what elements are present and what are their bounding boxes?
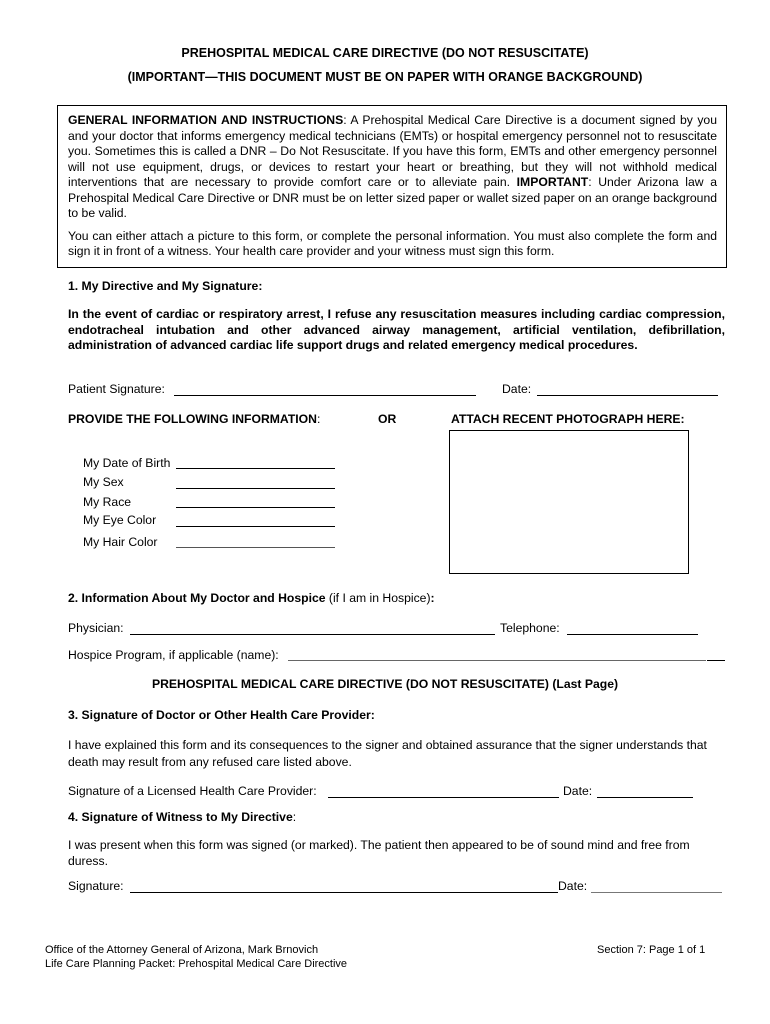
birth-date-line[interactable] (176, 468, 335, 469)
document-subtitle: (IMPORTANT—THIS DOCUMENT MUST BE ON PAPER WITH ORANGE BACKGROUND) (127, 70, 643, 84)
eye-color-line[interactable] (176, 526, 335, 527)
field-label-birth-date: My Date of Birth (83, 456, 171, 470)
section2-heading: 2. Information About My Doctor and Hospice (if I am in Hospice): (68, 591, 435, 605)
photo-box[interactable] (449, 430, 689, 574)
provider-date-label: Date: (563, 784, 593, 798)
document-title: PREHOSPITAL MEDICAL CARE DIRECTIVE (DO NOT RESUSCITATE) (181, 46, 589, 60)
field-label-sex: My Sex (83, 475, 124, 489)
hair-color-line[interactable] (176, 547, 335, 548)
witness-signature-line[interactable] (130, 892, 558, 893)
witness-signature-label: Signature: (68, 879, 124, 893)
hospice-label: Hospice Program, if applicable (name): (68, 648, 279, 662)
section3-heading: 3. Signature of Doctor or Other Health Care Provider: (68, 708, 375, 722)
patient-signature-label: Patient Signature: (68, 382, 165, 396)
section4-text: I was present when this form was signed (or marked). The patient then appeared to be of sound mind and free from duress. (68, 838, 690, 868)
race-line[interactable] (176, 507, 335, 508)
directive-statement: In the event of cardiac or respiratory arrest, I refuse any resuscitation measures including cardiac compression, endotracheal intubation and other advanced airway management, artificial ventilation, defibrillation, administration of advanced cardiac life support drugs and related emergency medical procedures. (68, 307, 725, 352)
last-page-title: PREHOSPITAL MEDICAL CARE DIRECTIVE (DO NOT RESUSCITATE) (Last Page) (151, 677, 619, 691)
provide-info-heading: PROVIDE THE FOLLOWING INFORMATION: (68, 412, 321, 426)
provider-date-line[interactable] (597, 797, 693, 798)
footer-page-number: Section 7: Page 1 of 1 (597, 944, 706, 956)
instructions-text: : A Prehospital Medical Care Directive is a document signed by you and your doctor that informs emergency medical technicians (EMTs) or hospital emergency personnel not to resuscitate you. Sometimes this is called a DNR – Do Not Resuscitate. If you have this form, EMTs and other emergency personnel will not use equipment, drugs, or devices to restart your heart or breathing, but they will not withhold medical interventions that are necessary to provide comfort care or to alleviate pain. (68, 113, 717, 189)
hospice-line[interactable] (288, 660, 706, 661)
instructions-paragraph-2: You can either attach a picture to this form, or complete the personal information. You must also complete the form and sign it in front of a witness. Your health care provider and your witness must sign this form. (68, 228, 717, 258)
field-label-race: My Race (83, 495, 132, 509)
footer-packet: Life Care Planning Packet: Prehospital Medical Care Directive (45, 958, 348, 970)
field-label-hair-color: My Hair Color (83, 535, 158, 549)
hospice-line-end (707, 660, 725, 661)
instructions-tail: : Under Arizona law a Prehospital Medical Care Directive or DNR must be on letter sized paper or wallet sized paper on an orange background to be valid. (68, 175, 717, 220)
section3-text: I have explained this form and its consequences to the signer and obtained assurance that the signer understands that death may result from any refused care listed above. (68, 738, 707, 769)
patient-date-label: Date: (502, 382, 532, 396)
witness-date-line[interactable] (591, 892, 722, 893)
physician-label: Physician: (68, 621, 124, 635)
telephone-label: Telephone: (500, 621, 560, 635)
physician-line[interactable] (130, 634, 495, 635)
sex-line[interactable] (176, 488, 335, 489)
instructions-heading: GENERAL INFORMATION AND INSTRUCTIONS (68, 113, 344, 127)
telephone-line[interactable] (567, 634, 698, 635)
instructions-box (57, 105, 727, 268)
provider-signature-line[interactable] (328, 797, 559, 798)
attach-photo-label: ATTACH RECENT PHOTOGRAPH HERE: (451, 412, 685, 426)
footer-office: Office of the Attorney General of Arizona, Mark Brnovich (45, 944, 319, 956)
important-label: IMPORTANT (516, 175, 589, 189)
witness-date-label: Date: (558, 879, 588, 893)
field-label-eye-color: My Eye Color (83, 513, 157, 527)
or-label: OR (378, 412, 397, 426)
instructions-paragraph-1 (68, 113, 717, 222)
section1-heading: 1. My Directive and My Signature: (68, 279, 263, 293)
patient-signature-line[interactable] (174, 395, 476, 396)
provider-signature-label: Signature of a Licensed Health Care Provider: (68, 784, 317, 798)
section4-heading: 4. Signature of Witness to My Directive: (68, 810, 297, 824)
patient-date-line[interactable] (537, 395, 718, 396)
